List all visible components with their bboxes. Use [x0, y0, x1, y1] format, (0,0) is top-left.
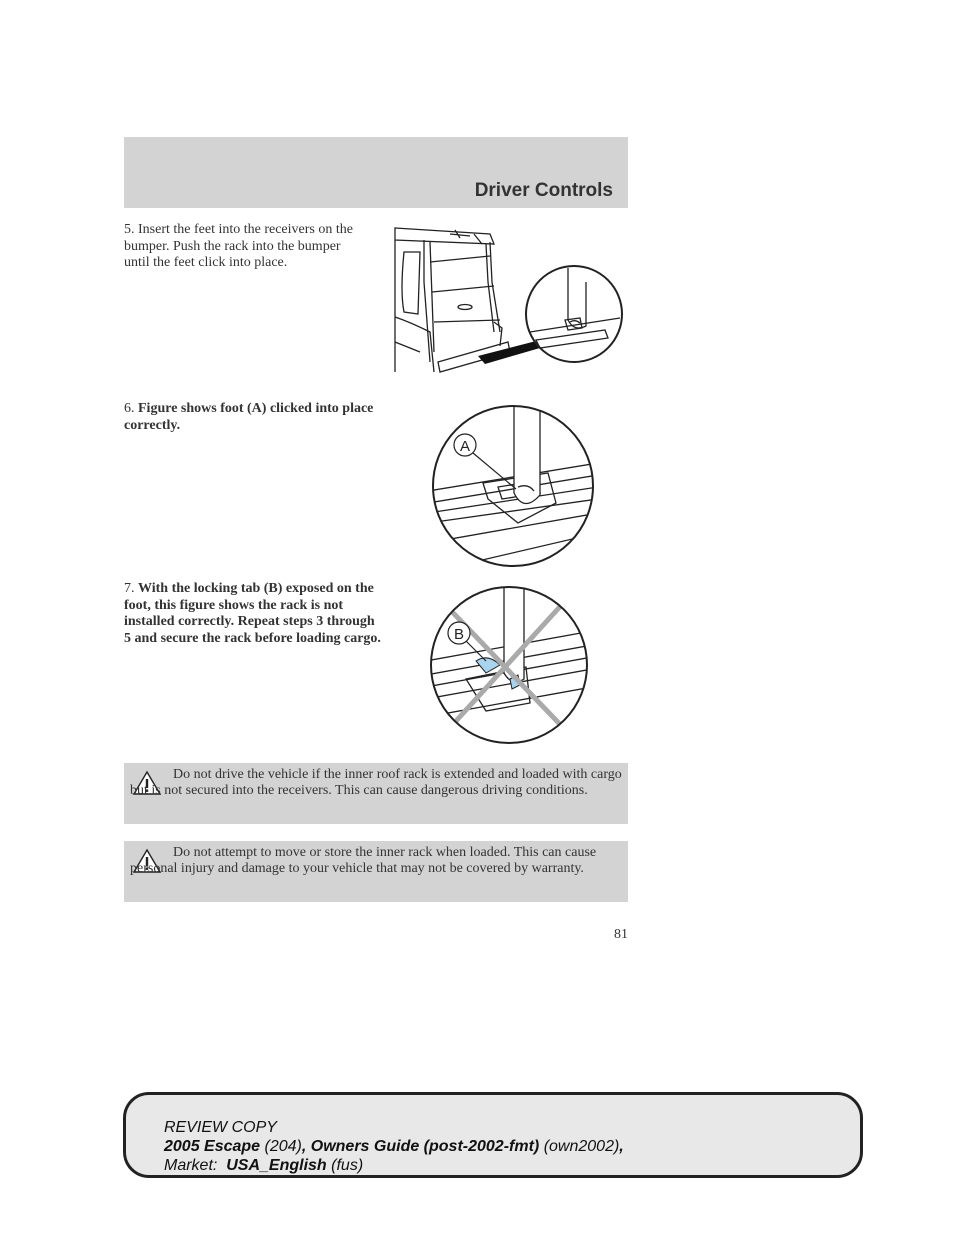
market-info-line: Market: USA_English (fus): [164, 1157, 364, 1174]
foot-a-correct-illustration: [428, 403, 598, 568]
section-header-band: [124, 137, 628, 208]
warning-text: Do not attempt to move or store the inner rack when loaded. This can cause personal injury and damage to your vehicle that may not be covered by warranty.: [130, 845, 597, 877]
vehicle-rear-rack-illustration: [390, 222, 640, 382]
step-text: Figure shows foot (A) clicked into place correctly.: [124, 401, 374, 433]
page-number: 81: [614, 927, 628, 942]
tab-b-incorrect-illustration: [426, 583, 592, 747]
figure-label-b: B: [453, 626, 465, 643]
document-info-line: 2005 Escape (204), Owners Guide (post-2002-fmt) (own2002),: [164, 1138, 624, 1155]
step-number: 5.: [124, 222, 135, 237]
step-6: [124, 401, 374, 434]
step-text: Insert the feet into the receivers on the bumper. Push the rack into the bumper until the feet click into place.: [124, 222, 353, 270]
step-number: 6.: [124, 401, 135, 416]
figure-label-a: A: [459, 438, 471, 455]
warning-box: [124, 841, 628, 902]
review-copy-footer: [123, 1092, 863, 1178]
step-text: With the locking tab (B) exposed on the foot, this figure shows the rack is not installed correctly. Repeat steps 3 through 5 and secure the rack before loading cargo.: [124, 581, 381, 646]
warning-box: [124, 763, 628, 824]
step-number: 7.: [124, 581, 135, 596]
step-5: [124, 222, 369, 272]
warning-text: Do not drive the vehicle if the inner roof rack is extended and loaded with cargo but is not secured into the receivers. This can cause dangerous driving conditions.: [130, 767, 622, 799]
review-copy-label: REVIEW COPY: [164, 1119, 277, 1136]
step-7: [124, 581, 384, 647]
section-title: Driver Controls: [474, 180, 613, 201]
